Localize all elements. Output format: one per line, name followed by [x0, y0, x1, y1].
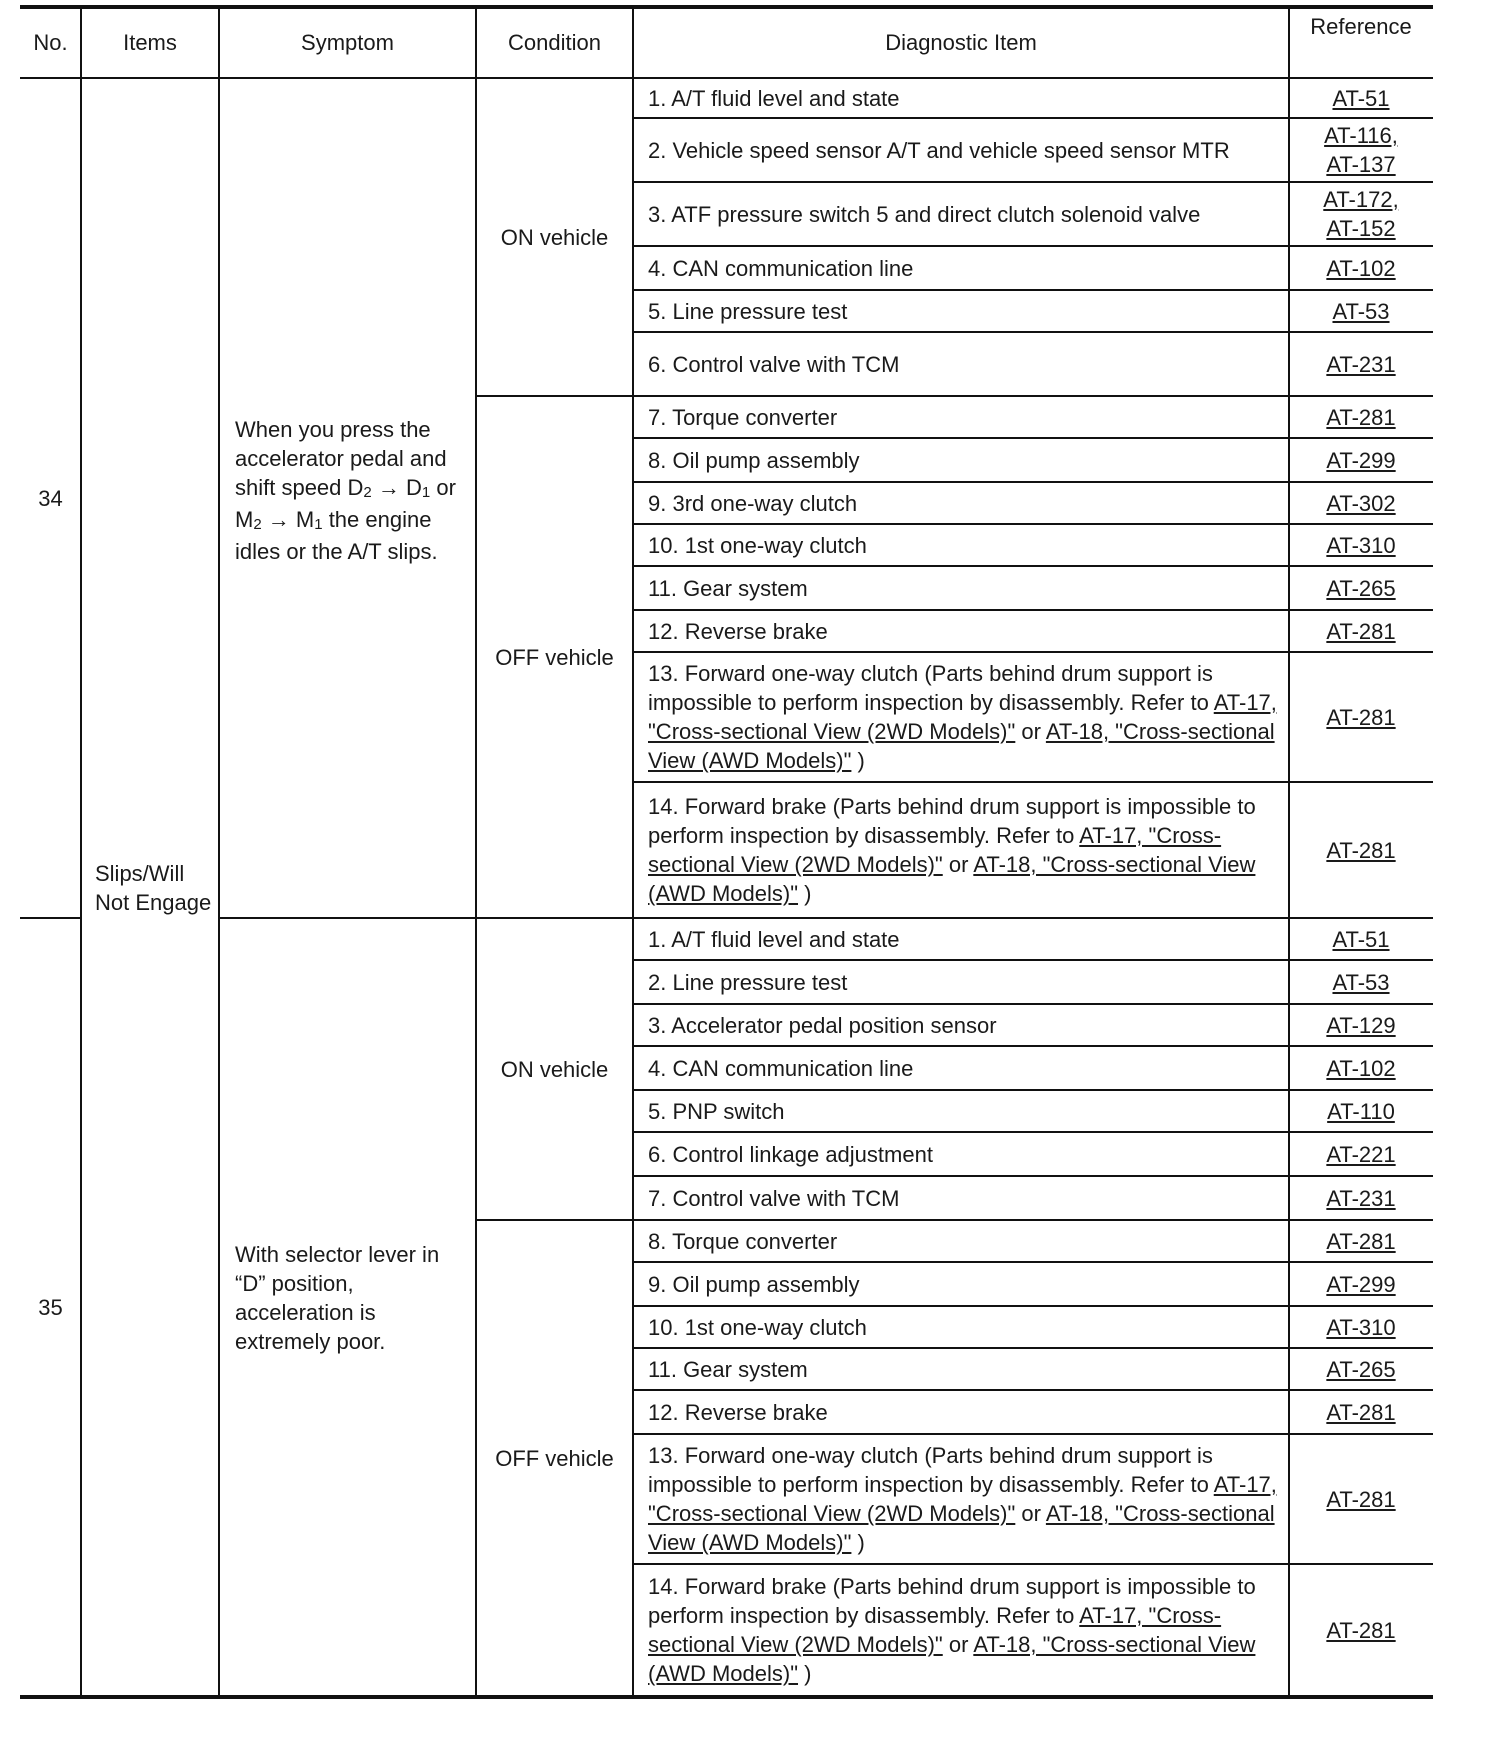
reference-link[interactable]: AT-281 [1326, 404, 1396, 430]
reference-link[interactable]: AT-116, [1324, 123, 1398, 148]
diagnostic-item: 12. Reverse brake [648, 1399, 828, 1425]
grid-line [632, 117, 1433, 119]
reference-link[interactable]: AT-302 [1326, 490, 1396, 516]
reference-cell [1289, 1434, 1433, 1564]
cross-reference-link[interactable]: AT-18, "Cross-sectional View (AWD Models)" [648, 1632, 1256, 1686]
reference-cell [1289, 290, 1433, 332]
row-number-35: 35 [38, 1294, 63, 1320]
grid-line [632, 395, 1433, 397]
grid-line [632, 481, 1433, 483]
reference-link[interactable]: AT-265 [1326, 575, 1396, 601]
grid-line [632, 651, 1433, 653]
row-number-34: 34 [38, 485, 63, 511]
grid-line [475, 5, 477, 1697]
reference-link[interactable]: AT-265 [1326, 1356, 1396, 1382]
reference-cell [1289, 1176, 1433, 1220]
reference-cell [1289, 960, 1433, 1004]
symptom-34: When you press the accelerator pedal and shift speed D2 → D1 or M2 → M1 the engine idles or the A/T slips. [235, 416, 456, 564]
reference-link[interactable]: AT-53 [1332, 298, 1390, 324]
grid-line [632, 289, 1433, 291]
reference-link[interactable]: AT-281 [1326, 704, 1396, 730]
reference-cell [1289, 1306, 1433, 1348]
diagnostic-item: 4. CAN communication line [648, 255, 914, 281]
reference-link[interactable]: AT-221 [1326, 1141, 1396, 1167]
reference-cell [1289, 566, 1433, 610]
reference-cell [1289, 524, 1433, 566]
condition-35-on: ON vehicle [500, 1056, 609, 1082]
grid-line [632, 1003, 1433, 1005]
diagnostic-item: 5. PNP switch [648, 1098, 785, 1124]
reference-link[interactable]: AT-129 [1326, 1012, 1396, 1038]
diagnostic-item: 10. 1st one-way clutch [648, 532, 867, 558]
diagnostic-item: 9. 3rd one-way clutch [648, 490, 858, 516]
reference-cell [1289, 1220, 1433, 1262]
grid-line [632, 1261, 1433, 1263]
cross-reference-link[interactable]: AT-17, "Cross-sectional View (2WD Models)" [648, 1603, 1222, 1657]
cross-reference-link[interactable]: AT-17, "Cross-sectional View (2WD Models)" [648, 1472, 1277, 1526]
grid-line [632, 523, 1433, 525]
header-items: Items [123, 29, 177, 55]
diagnostic-item: 2. Vehicle speed sensor A/T and vehicle speed sensor MTR [648, 137, 1230, 163]
symptom-35: With selector lever in “D” position, acceleration is extremely poor. [235, 1242, 440, 1354]
diagnostic-item: 10. 1st one-way clutch [648, 1314, 867, 1340]
reference-cell [1289, 1564, 1433, 1696]
reference-cell [1289, 1004, 1433, 1046]
reference-link[interactable]: AT-110 [1327, 1098, 1395, 1124]
reference-cell [1289, 610, 1433, 652]
reference-cell [1289, 182, 1433, 246]
reference-link[interactable]: AT-152 [1326, 216, 1396, 241]
grid-line [632, 609, 1433, 611]
reference-cell [1289, 1348, 1433, 1390]
diagnostic-item: 11. Gear system [648, 1356, 808, 1382]
grid-line [475, 1219, 633, 1221]
cross-reference-link[interactable]: AT-18, "Cross-sectional View (AWD Models)" [648, 852, 1256, 906]
reference-cell [1289, 118, 1433, 182]
grid-line [632, 1347, 1433, 1349]
diagnostic-item: 7. Torque converter [648, 404, 838, 430]
reference-cell [1289, 1262, 1433, 1306]
diagnostic-item: 11. Gear system [648, 575, 808, 601]
reference-cell [1289, 396, 1433, 438]
grid-line [218, 917, 1433, 919]
reference-cell [1289, 652, 1433, 782]
reference-link[interactable]: AT-231 [1326, 1185, 1396, 1211]
diagnostic-item: 12. Reverse brake [648, 618, 828, 644]
reference-link[interactable]: AT-281 [1326, 618, 1396, 644]
item-label: Slips/Will Not Engage [95, 861, 212, 915]
grid-line [632, 5, 634, 1697]
reference-cell [1289, 482, 1433, 524]
grid-line [632, 1219, 1433, 1221]
reference-cell [1289, 918, 1433, 960]
reference-cell [1289, 1046, 1433, 1090]
grid-line [475, 395, 633, 397]
reference-link[interactable]: AT-281 [1326, 1228, 1396, 1254]
grid-line [20, 1695, 1433, 1699]
reference-cell [1289, 782, 1433, 918]
grid-line [632, 1563, 1433, 1565]
reference-link[interactable]: AT-102 [1326, 1055, 1396, 1081]
header-reference: Reference [1310, 13, 1412, 39]
grid-line [632, 245, 1433, 247]
reference-cell [1289, 332, 1433, 396]
grid-line [632, 437, 1433, 439]
grid-line [80, 5, 82, 1697]
grid-line [632, 181, 1433, 183]
grid-line [632, 331, 1433, 333]
diagnostic-item: 1. A/T fluid level and state [648, 926, 900, 952]
reference-link[interactable]: AT-172, [1323, 187, 1399, 212]
diagnostic-item: 2. Line pressure test [648, 969, 848, 995]
diagnostic-item: 6. Control linkage adjustment [648, 1141, 933, 1167]
reference-link[interactable]: AT-281 [1326, 1399, 1396, 1425]
reference-cell [1289, 78, 1433, 118]
condition-34-on: ON vehicle [500, 224, 609, 250]
reference-link[interactable]: AT-137 [1326, 152, 1396, 177]
grid-line [632, 1089, 1433, 1091]
diagnostic-item: 13. Forward one-way clutch (Parts behind drum support is impossible to perform inspection by disassembly. Refer to AT-17, "Cross-sectional View (2WD Models)" or AT-18, "Cross-sectional View (AWD Models)" ) [648, 1443, 1277, 1555]
diagnostic-item: 8. Oil pump assembly [648, 447, 860, 473]
diagnostic-table [20, 0, 1433, 1738]
reference-link[interactable]: AT-310 [1326, 532, 1396, 558]
grid-line [20, 917, 81, 919]
reference-cell [1289, 1390, 1433, 1434]
reference-link[interactable]: AT-102 [1326, 255, 1396, 281]
diagnostic-item: 14. Forward brake (Parts behind drum support is impossible to perform inspection by disassembly. Refer to AT-17, "Cross-sectional View (2WD Models)" or AT-18, "Cross-sectional View (AWD Models)" ) [648, 1574, 1256, 1686]
reference-link[interactable]: AT-310 [1326, 1314, 1396, 1340]
grid-line [632, 565, 1433, 567]
reference-cell [1289, 1132, 1433, 1176]
grid-line [632, 1175, 1433, 1177]
reference-link[interactable]: AT-281 [1326, 1617, 1396, 1643]
diagnostic-item: 3. Accelerator pedal position sensor [648, 1012, 997, 1038]
reference-link[interactable]: AT-51 [1332, 926, 1390, 952]
reference-link[interactable]: AT-53 [1332, 969, 1390, 995]
reference-link[interactable]: AT-281 [1326, 837, 1396, 863]
reference-cell [1289, 438, 1433, 482]
grid-line [632, 1305, 1433, 1307]
diagnostic-item: 8. Torque converter [648, 1228, 838, 1254]
reference-link[interactable]: AT-281 [1326, 1486, 1396, 1512]
condition-34-off: OFF vehicle [495, 644, 614, 670]
grid-line [1288, 5, 1290, 1697]
reference-link[interactable]: AT-231 [1326, 351, 1396, 377]
diagnostic-item: 7. Control valve with TCM [648, 1185, 900, 1211]
diagnostic-item: 4. CAN communication line [648, 1055, 914, 1081]
grid-line [632, 781, 1433, 783]
diagnostic-item: 14. Forward brake (Parts behind drum support is impossible to perform inspection by disassembly. Refer to AT-17, "Cross-sectional View (2WD Models)" or AT-18, "Cross-sectional View (AWD Models)" ) [648, 794, 1256, 906]
reference-link[interactable]: AT-51 [1332, 85, 1390, 111]
header-diagnostic-item: Diagnostic Item [885, 29, 1037, 55]
diagnostic-item: 1. A/T fluid level and state [648, 85, 900, 111]
diagnostic-item: 3. ATF pressure switch 5 and direct clutch solenoid valve [648, 201, 1201, 227]
grid-line [632, 959, 1433, 961]
grid-line [632, 1131, 1433, 1133]
header-condition: Condition [508, 29, 601, 55]
header-symptom: Symptom [301, 29, 394, 55]
cross-reference-link[interactable]: AT-18, "Cross-sectional View (AWD Models)" [648, 1501, 1275, 1555]
grid-line [20, 5, 1433, 9]
reference-cell [1289, 246, 1433, 290]
diagnostic-item: 6. Control valve with TCM [648, 351, 900, 377]
grid-line [20, 77, 1433, 79]
cross-reference-link[interactable]: AT-17, "Cross-sectional View (2WD Models)" [648, 690, 1277, 744]
cross-reference-link[interactable]: AT-17, "Cross-sectional View (2WD Models)" [648, 823, 1222, 877]
reference-link[interactable]: AT-299 [1326, 1271, 1396, 1297]
diagnostic-item: 9. Oil pump assembly [648, 1271, 860, 1297]
condition-35-off: OFF vehicle [495, 1445, 614, 1471]
reference-cell [1289, 1090, 1433, 1132]
grid-line [632, 1389, 1433, 1391]
grid-line [632, 1433, 1433, 1435]
grid-line [218, 5, 220, 1697]
diagnostic-item: 13. Forward one-way clutch (Parts behind drum support is impossible to perform inspection by disassembly. Refer to AT-17, "Cross-sectional View (2WD Models)" or AT-18, "Cross-sectional View (AWD Models)" ) [648, 661, 1277, 773]
cross-reference-link[interactable]: AT-18, "Cross-sectional View (AWD Models)" [648, 719, 1275, 773]
header-no: No. [33, 29, 68, 55]
reference-link[interactable]: AT-299 [1326, 447, 1396, 473]
grid-line [632, 1045, 1433, 1047]
diagnostic-item: 5. Line pressure test [648, 298, 848, 324]
